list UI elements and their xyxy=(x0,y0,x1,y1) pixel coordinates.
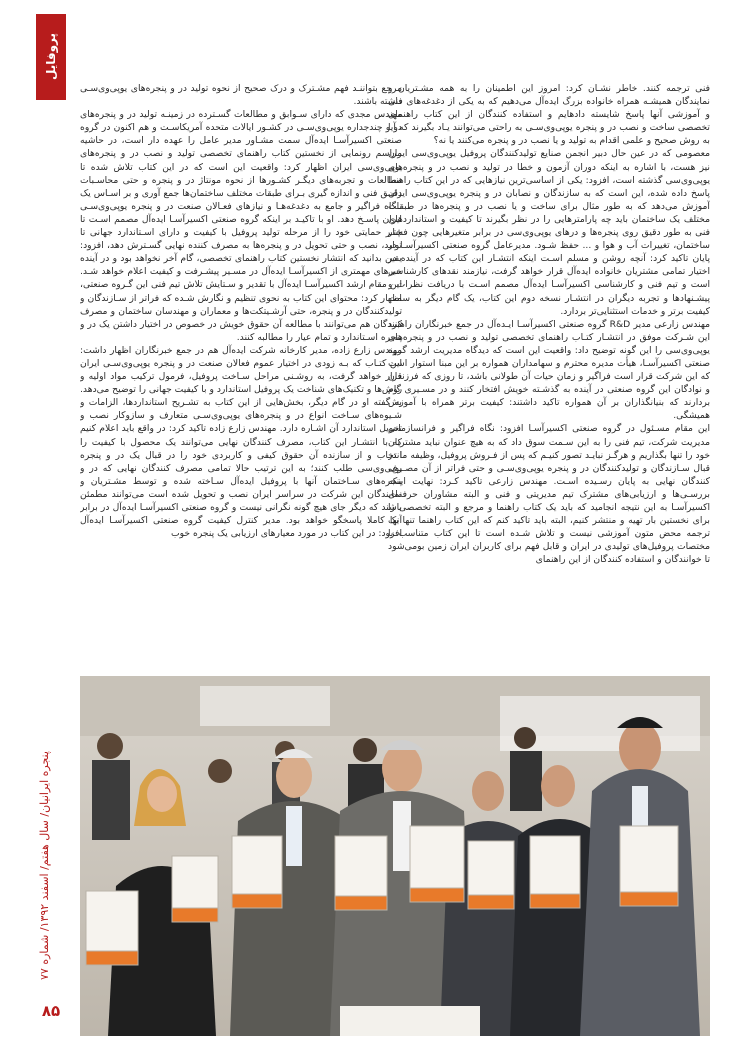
paragraph: مهندس مجدی که دارای سـوابق و مطالعات گسـترده در زمینـه تولید در و پنجره‌های دو و چندجداره یوپی‌وی‌سـی در کشـور ایالات متحده آمریکاسـت و هم اکنون در گروه صنعتی اکسیرآسـا ایده‌آل سمت مشـاور مدیر عامل را عهده دار است، در حاشیه مراسم رونمایی از نخستین کتاب راهنمای تخصصی تولید و نصب در و پنجره‌های یوپی‌وی‌سی ایران اظهار کرد: واقعیت این است که در این کتاب تلاش شده تا مطالعات و تجربه‌های دیگـر کشـورها از نحوه مونتاژ در و پنجره و حتی محاسـبات دقیـق فنی و اندازه گیری بـرای طبقات مختلف ساختمان‌ها جمع آوری و بر اسـاس یک نـگاه فراگیر و جامع به دغدغه‌هـا و نیازهای فعـالان صنعت در و پنجره یوپی‌وی‌سـی ایران پاسـخ دهد. او با تاکیـد بر اینکه گروه صنعتی اکسیرآسـا ایده‌آل مصمم اسـت تا چتـر حمایتی خود را از مرحله تولید پروفیل با کیفیت و دارای اسـتاندارد جهانی تا تولید، نصب و حتی تحویل در و پنجره‌ها به مصرف کننده نهایی گسـترش دهد، افزود: یقین بدانید که انتشار نخستین کتاب راهنمای تخصصی، گام آخر نخواهد بود و در آینده خبرهای مهمتری از اکسیرآسـا ایده‌آل در مسـیر پیشـرفت و کیفیت اعلام خواهد شـد. این مقام ارشد اکسیرآسـا ایده‌آل با تقدیر و سـتایش تلاش تیم فنی این گـروه صنعتی، اظهار کرد: محتوای این کتاب به نحوی تنظیم و نگارش شـده که فراتر از سـازندگان و تولیدکنندگان در و پنجره، حتی آرشـیتکت‌ها و معماران و مهندسان ساختمان و مصرف کنندگان هم می‌توانند با مطالعه آن حقوق خویش در خصوص در اختیار داشتن یک در و پنجره اسـتاندارد و تمام عیار را مطالبه کنند. xyxy=(80,109,402,343)
section-label: پروفایل xyxy=(44,33,58,81)
paragraph: فنی ترجمه کنند. خاطر نشـان کرد: امروز این اطمینان را به همه مشـتریان و نمایندگان همیشـه همراه خانواده بزرگ ایده‌آل می‌دهیم که به یکی از دغدغه‌های فنی و آموزشی آنها پاسخ شایسته دادهایم و استفاده کنندگان از این کتاب راهنمای تخصصی ساخت و نصب در و پنجره یوپی‌وی‌سـی به راحتی می‌توانند یـاد بگیرند که آیا به روش صحیح و علمی اقدام به تولید و یا نصب در و پنجره می‌کنند یا نه؟ xyxy=(388,83,710,147)
paragraph: مرجع بتواننـد فهم مشـترک و درک صحیح از نحوه تولید در و پنجره‌های یوپی‌وی‌سـی داشته باشند. xyxy=(80,83,402,108)
paragraph: مهندس زارع زاده، مدیر کارخانه شرکت ایده‌آل هم در جمع خبرنگاران اظهار داشت: این کتـاب که بـه زودی در اختیار عموم فعالان صنعت در و پنجره یوپی‌وی‌سـی ایران قرار خواهد گرفت، به روشـنی مراحل سـاخت پروفیل، فرمول ترکیب مواد اولیه و روش‌ها و تکنیک‌های شناخت یک پروفیل استاندارد و با کیفیت جهانی را توضیح می‌دهد. به گفته او در گام دیگر، بخش‌هایی از این کتاب به تشـریح استانداردها، الزامات و شـیوه‌های سـاخت انواع در و پنجره‌های یوپی‌وی‌سـی متعارف و سازوکار نصب و تحویل استاندارد آن اشـاره دارد. مهندس زارع زاده تاکید کرد: در واقع باید اعلام کنیم که با انتشـار این کتاب، مصرف کنندگان نهایی می‌توانند یک محصول با کیفیت را انتخاب و از سازنده آن حقوق کیفی و کاربردی خود را در قبال یک در و پنجره یوپی‌وی‌سی طلب کنند؛ به این ترتیب حالا تمامی مصرف کنندگان نهایی که در و پنجره‌های سـاختمان آنها با پروفیل ایده‌آل سـاخته شده و توسط مشـتریان و نمایندگان این شرکت در سراسر ایران نصب و تحویل شده است می‌توانند مطمئن باشند که دیگر جای هیچ گونه نگرانی نیست و گروه صنعتی اکسیرآسـا ایده‌آل در برابر آنها کاملا پاسخگو خواهد بود. مدیر کنترل کیفیت گروه صنعتی اکسیرآسـا ایده‌آل افزود: در این کتاب در مورد معیارهای ارزیابی یک پنجره خوب xyxy=(80,344,402,540)
paragraph: این مقام مسـئول در گروه صنعتی اکسیرآسـا افزود: نگاه فراگیر و فرانسازمانی مدیریت شرکت، تیم فنی را به این سـمت سوق داد که به هیچ عنوان نباید مشتریان خود را تنها بگذاریم و هرگـز نبایـد تصور کنیـم که پس از فـروش پروفیل، وظیفه ما در قبال سـازندگان و تولیدکنندگان در و پنجره یوپی‌وی‌سـی و حتی فراتر از آن مصـرف کنندگان نهایی به پایان رسـیده اسـت. مهندس زارعی تاکید کـرد: نهایت اینکه بررسـی‌ها و ارزیابی‌های مشترک تیم مدیریتی و فنی و البته مشاوران حرفه‌ای اکسیرآسـا به این نتیجه انجامید که باید یک کتاب راهنما و مرجع و البته تخصصی را برای نخستین بار تهیه و منتشر کنیم، البته باید تاکید کنم که این کتاب راهنما تنها یک ترجمه محض متون آموزشی نیست و تلاش شـده است تا این کتاب متناسب با مختصات پروفیل‌های تولیدی در ایران و قابل فهم برای کاربران ایران زمین بومی‌شود تا خوانندگان و استفاده کنندگان از این راهنمای xyxy=(388,423,710,566)
section-tab xyxy=(36,14,66,100)
page-number: ۸۵ xyxy=(41,1002,61,1020)
article-column-right xyxy=(388,82,710,662)
article-column-left xyxy=(80,82,402,642)
magazine-folio: پنجره ایرانیان/ سال هفتم/ اسفند ۱۳۹۲/ شماره ۷۷ xyxy=(38,751,51,980)
event-photo xyxy=(80,676,710,1036)
page-sidebar xyxy=(36,0,66,1053)
event-photo-illustration xyxy=(80,676,710,1036)
paragraph: معصومی که در عین حال دبیر انجمن صنایع تولیدکنندگان پروفیل یوپی‌وی‌سی ایران نیز هست، با اشاره به اینکه دوران آزمون و خطا در تولید و نصب در و پنجره‌های یوپی‌وی‌سی گذشته است، افزود: یکی از اساسی‌ترین نیازهایی که در این کتاب راهنما پاسخ داده شده، این است که به سازندگان و نصابان در و پنجره یوپی‌وی‌سی ایران آموزش می‌دهد که به طور مثال برای ساخت و یا نصب در و پنجره‌ها در طبقات مختلف یک ساختمان باید چه پارامترهایی را در نظر بگیرند تا کیفیت و استانداردهای فنی به طور دقیق روی پنجره‌ها و درهای یوپی‌وی‌سی در برابر متغیرهایی چون فشار ساختمان، تغییرات آب و هوا و ... حفظ شـود. مدیرعامل گروه صنعتی اکسیرآسـا در پایان تاکید کرد: آنچه روشن و مسلم اسـت اینکه انتشـار این کتاب که در آینده در اختیار تمامی مشتریان خانواده ایده‌آل قرار خواهد گرفت، نیازمند نقدهای کارشناسی است و تیم فنی و کارشناسی اکسیرآسـا ایده‌آل مصمم اسـت با دریافت نظرات و پیشـنهادها و تجربه دیگران در انتشـار نسخه دوم این کتاب، یک گام دیگر به سمت کیفیت برتر و خدمات استثنایی‌تر بردارد. xyxy=(388,148,710,317)
paragraph: مهندس زارعی مدیر R&D گروه صنعتی اکسیرآسـا ایـده‌آل در جمع خبرنگاران راهبرد این شـرکت موفق در انتشـار کتـاب راهنمای تخصصی تولید و نصب در و پنجره‌های یوپی‌وی‌سی را این گونه توضیح داد: واقعیت این است که دیدگاه مدیریت ارشد گروه صنعتی اکسیرآسـا، هیأت مدیره محترم و سهامداران همواره بر این مبنا استوار است که این شرکت قرار است فراگیر و زمان حیات آن طولانی باشد، تا روزی که فرزندان و نوادگان این گروه صنعتی در آینده به گذشـته خویش افتخار کنند و در مسـیری گام بردارند که بنیانگذاران بر آن همواره تاکید داشتند: کیفیت برتر همراه با آموزش همیشگی. xyxy=(388,318,710,422)
